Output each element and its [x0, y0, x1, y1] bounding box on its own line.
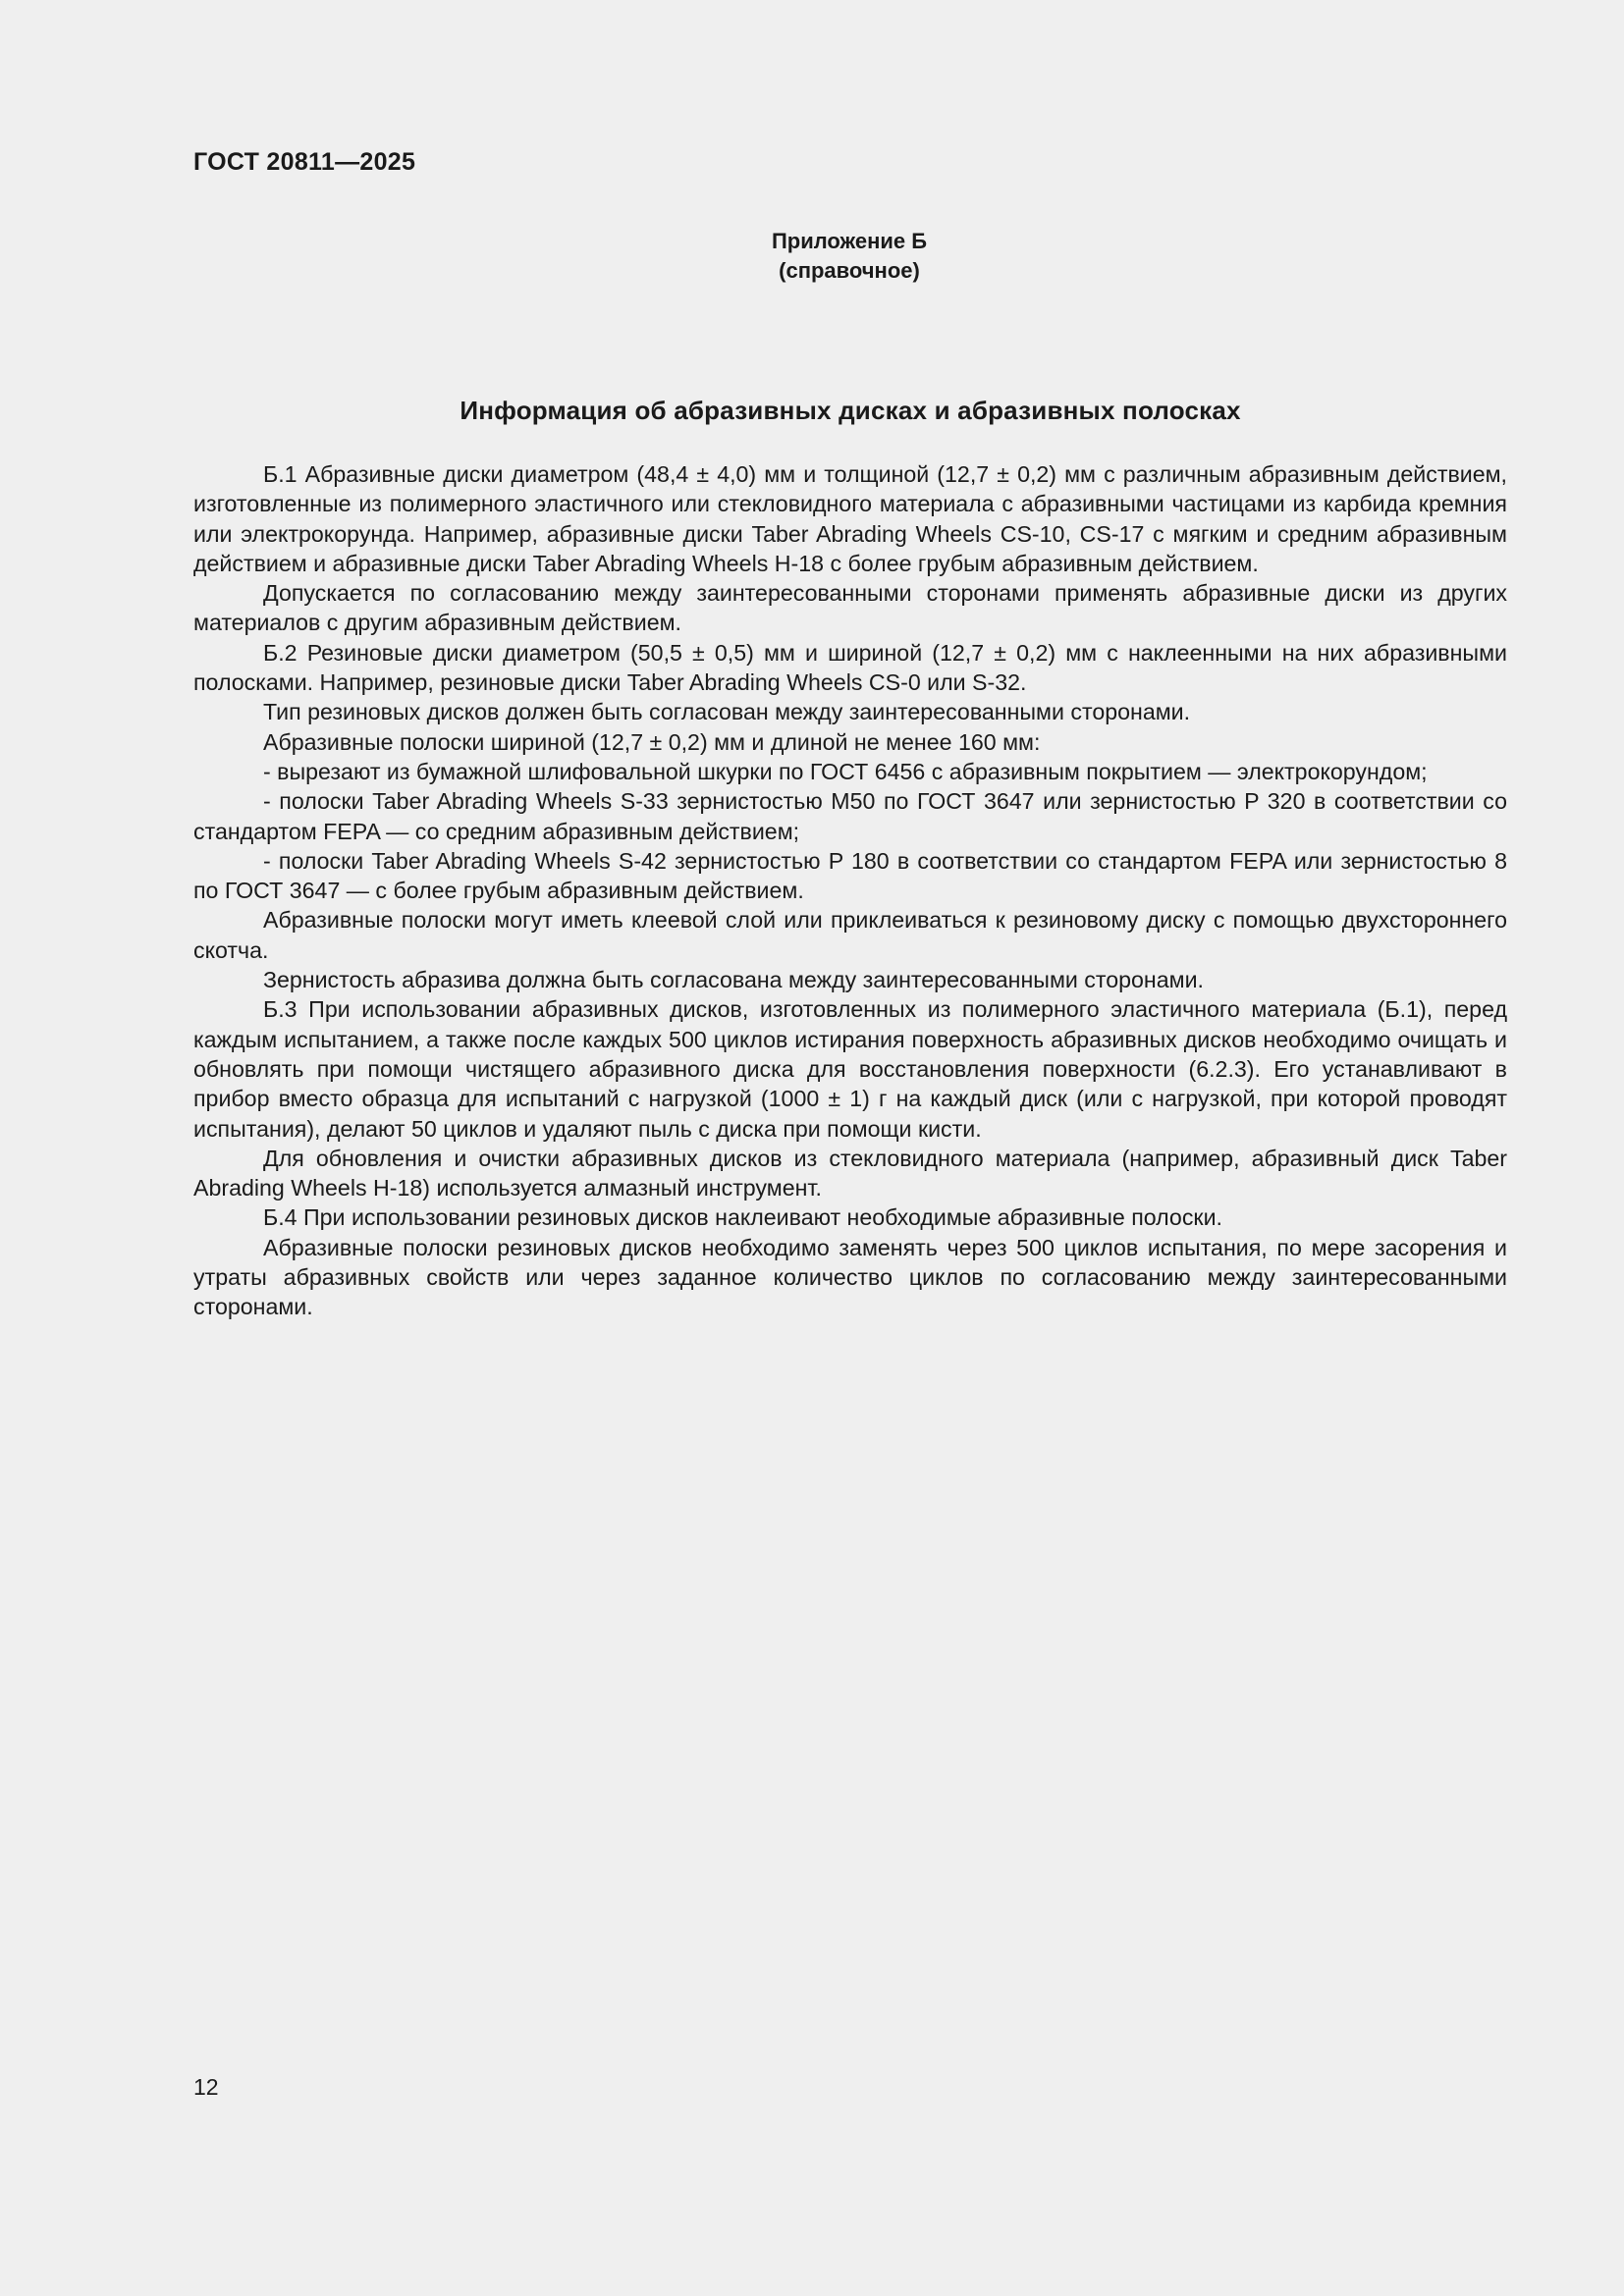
appendix-label: Приложение Б — [771, 229, 928, 253]
page-number: 12 — [193, 2074, 219, 2100]
paragraph: Абразивные полоски шириной (12,7 ± 0,2) мм и длиной не менее 160 мм: — [263, 728, 1041, 755]
paragraph-b1: Б.1 Абразивные диски диаметром (48,4 ± 4,0) мм и толщиной (12,7 ± 0,2) мм с различным абразивным действием, изготовленные из полимерного эластичного или стекловидного материала с абразивными частицами из карбида кремния или электрокорунда. Например, абразивные диски Taber Abrading Wheels CS-10, CS-17 с мягким и средним абразивным действием и абразивные диски Taber Abrading Wheels H-18 с более грубым абразивным действием. — [193, 461, 1507, 576]
paragraph: Допускается по согласованию между заинтересованными сторонами применять абразивные диски из других материалов с другим абразивным действием. — [193, 580, 1507, 636]
document-code: ГОСТ 20811—2025 — [193, 148, 416, 176]
appendix-type: (справочное) — [779, 258, 920, 283]
paragraph-b3: Б.3 При использовании абразивных дисков, изготовленных из полимерного эластичного материала (Б.1), перед каждым испытанием, а также после каждых 500 циклов истирания поверхность абразивных дисков необходимо очищать и обновлять при помощи чистящего абразивного диска для восстановления поверхности (6.2.3). Его устанавливают в прибор вместо образца для испытаний с нагрузкой (1000 ± 1) г на каждый диск (или с нагрузкой, при которой проводят испытания), делают 50 циклов и удаляют пыль с диска при помощи кисти. — [193, 996, 1507, 1142]
paragraph: Абразивные полоски резиновых дисков необходимо заменять через 500 циклов испытания, по мере засорения и утраты абразивных свойств или через заданное количество циклов по согласованию между заинтересованными сторонами. — [193, 1234, 1507, 1320]
paragraph: Тип резиновых дисков должен быть согласован между заинтересованными сторонами. — [263, 699, 1191, 725]
section-title: Информация об абразивных дисках и абразивных полосках — [460, 396, 1241, 425]
list-item: - полоски Taber Abrading Wheels S-33 зернистостью M50 по ГОСТ 3647 или зернистостью P 320 в соответствии со стандартом FEPA — со средним абразивным действием; — [193, 788, 1507, 844]
paragraph: Зернистость абразива должна быть согласована между заинтересованными сторонами. — [263, 967, 1204, 993]
body-text — [193, 459, 1507, 1322]
list-item: - полоски Taber Abrading Wheels S-42 зернистостью P 180 в соответствии со стандартом FEPA или зернистостью 8 по ГОСТ 3647 — с более грубым абразивным действием. — [193, 847, 1507, 904]
paragraph: Абразивные полоски могут иметь клеевой слой или приклеиваться к резиновому диску с помощью двухстороннего скотча. — [193, 907, 1507, 963]
appendix-heading — [0, 227, 1624, 286]
list-item: - вырезают из бумажной шлифовальной шкурки по ГОСТ 6456 с абразивным покрытием — электрокорундом; — [263, 758, 1428, 784]
paragraph: Для обновления и очистки абразивных дисков из стекловидного материала (например, абразивный диск Taber Abrading Wheels H-18) используется алмазный инструмент. — [193, 1145, 1507, 1201]
paragraph-b2: Б.2 Резиновые диски диаметром (50,5 ± 0,5) мм и шириной (12,7 ± 0,2) мм с наклеенными на них абразивными полосками. Например, резиновые диски Taber Abrading Wheels CS-0 или S-32. — [193, 639, 1507, 696]
paragraph-b4: Б.4 При использовании резиновых дисков наклеивают необходимые абразивные полоски. — [263, 1204, 1222, 1231]
